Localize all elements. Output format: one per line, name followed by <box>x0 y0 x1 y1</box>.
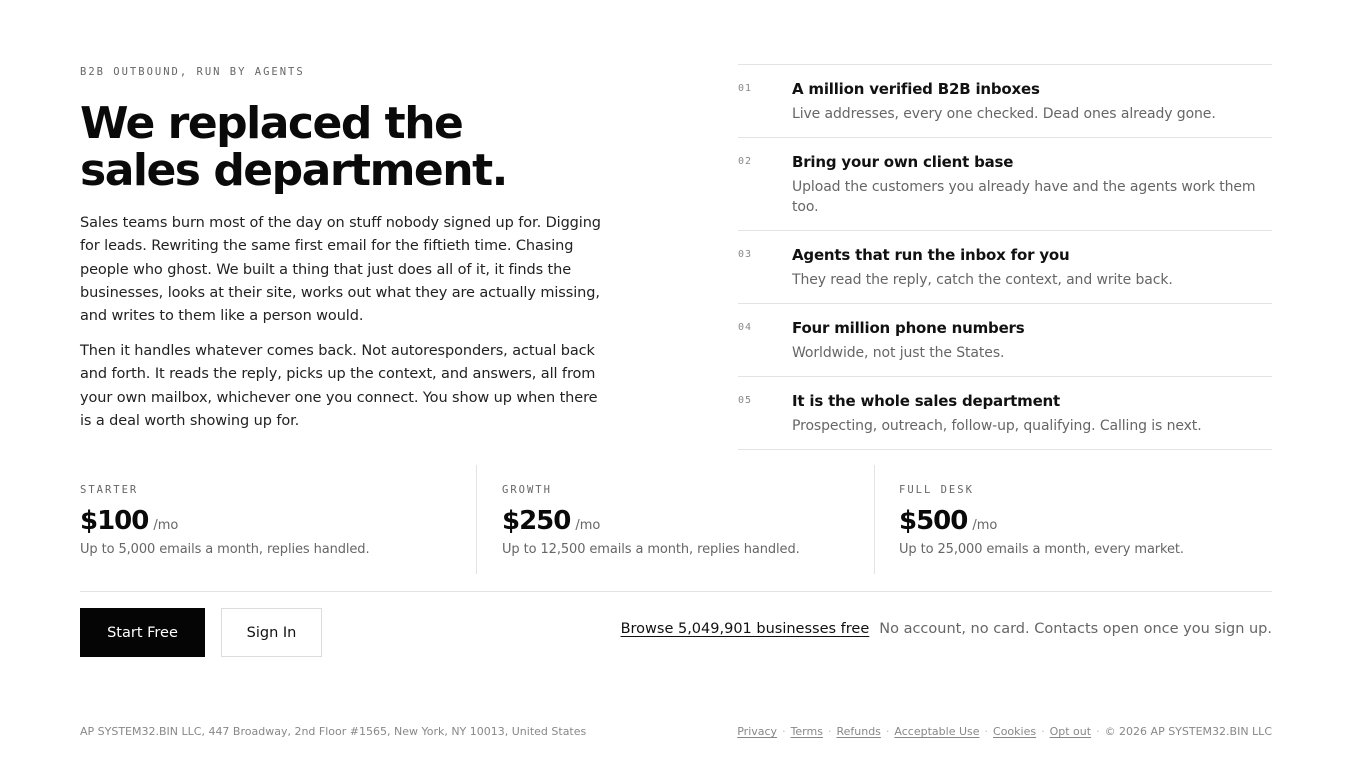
footer-links <box>737 725 1272 738</box>
feature-number: 03 <box>738 249 753 260</box>
footer-separator: · <box>782 725 786 738</box>
intro-paragraph-2: Then it handles whatever comes back. Not autoresponders, actual back and forth. It reads the reply, picks up the context, and answers, all from your own mailbox, whichever one you connect. You show up when there is a deal worth showing up for. <box>80 343 598 429</box>
intro-paragraph-1: Sales teams burn most of the day on stuff nobody signed up for. Digging for leads. Rewriting the same first email for the fiftieth time. Chasing people who ghost. We built a thing that just does all of it, it finds the businesses, looks at their site, works out what they are actually missing, and writes to them like a person would. <box>80 215 601 325</box>
footer-separator: · <box>1041 725 1045 738</box>
plan-description: Up to 25,000 emails a month, every market. <box>899 542 1184 557</box>
footer-address: AP SYSTEM32.BIN LLC, 447 Broadway, 2nd Floor #1565, New York, NY 10013, United States <box>80 725 587 738</box>
feature-number: 04 <box>738 322 753 333</box>
feature-title: Bring your own client base <box>792 153 1014 171</box>
feature-number: 05 <box>738 395 753 406</box>
plan-starter <box>80 465 476 574</box>
cookies-link[interactable]: Cookies <box>993 725 1037 738</box>
section-divider <box>80 591 1272 592</box>
plan-period: /mo <box>575 518 601 533</box>
feature-title: Agents that run the inbox for you <box>792 246 1070 264</box>
feature-item <box>738 304 1272 377</box>
plan-full-desk <box>874 465 1272 574</box>
feature-title: A million verified B2B inboxes <box>792 80 1040 98</box>
plan-price: $100 <box>80 506 149 536</box>
headline-line-1: We replaced the <box>80 98 463 149</box>
feature-description: They read the reply, catch the context, and write back. <box>792 272 1173 288</box>
feature-title: Four million phone numbers <box>792 319 1025 337</box>
plan-growth <box>476 465 874 574</box>
plan-period: /mo <box>972 518 998 533</box>
browse-note: No account, no card. Contacts open once you sign up. <box>879 621 1272 637</box>
page-title <box>80 100 640 194</box>
footer-separator: · <box>984 725 989 738</box>
plan-price: $250 <box>502 506 571 536</box>
opt-out-link[interactable]: Opt out <box>1049 725 1092 738</box>
footer-separator: · <box>827 725 832 738</box>
feature-description: Live addresses, every one checked. Dead ones already gone. <box>792 106 1216 122</box>
feature-number: 02 <box>738 156 753 167</box>
feature-description: Prospecting, outreach, follow-up, qualifying. Calling is next. <box>792 418 1202 434</box>
feature-item <box>738 138 1272 231</box>
plan-name: GROWTH <box>502 484 552 496</box>
browse-businesses-link[interactable]: Browse 5,049,901 businesses free <box>620 621 870 637</box>
feature-number: 01 <box>738 83 753 94</box>
plan-description: Up to 5,000 emails a month, replies handled. <box>80 542 370 557</box>
headline-line-2: sales department. <box>80 145 507 196</box>
feature-item <box>738 231 1272 304</box>
feature-description: Worldwide, not just the States. <box>792 345 1005 361</box>
plan-price: $500 <box>899 506 968 536</box>
acceptable-use-link[interactable]: Acceptable Use <box>894 725 980 738</box>
refunds-link[interactable]: Refunds <box>836 725 881 738</box>
feature-list <box>738 64 1272 450</box>
start-free-button[interactable]: Start Free <box>80 608 205 657</box>
plan-name: FULL DESK <box>899 484 974 496</box>
feature-item <box>738 65 1272 138</box>
hero-eyebrow: B2B OUTBOUND, RUN BY AGENTS <box>80 66 305 78</box>
pricing-plans <box>80 465 1272 574</box>
sign-in-button[interactable]: Sign In <box>221 608 322 657</box>
plan-name: STARTER <box>80 484 139 496</box>
terms-link[interactable]: Terms <box>790 725 823 738</box>
feature-item <box>738 377 1272 450</box>
footer-separator: · <box>1096 725 1100 738</box>
feature-description: Upload the customers you already have and the agents work them too. <box>792 179 1256 215</box>
plan-description: Up to 12,500 emails a month, replies handled. <box>502 542 800 557</box>
copyright: © 2026 AP SYSTEM32.BIN LLC <box>1104 725 1272 738</box>
plan-period: /mo <box>153 518 179 533</box>
feature-title: It is the whole sales department <box>792 392 1060 410</box>
privacy-link[interactable]: Privacy <box>737 725 778 738</box>
browse-cta <box>621 621 1272 637</box>
footer-separator: · <box>885 725 890 738</box>
